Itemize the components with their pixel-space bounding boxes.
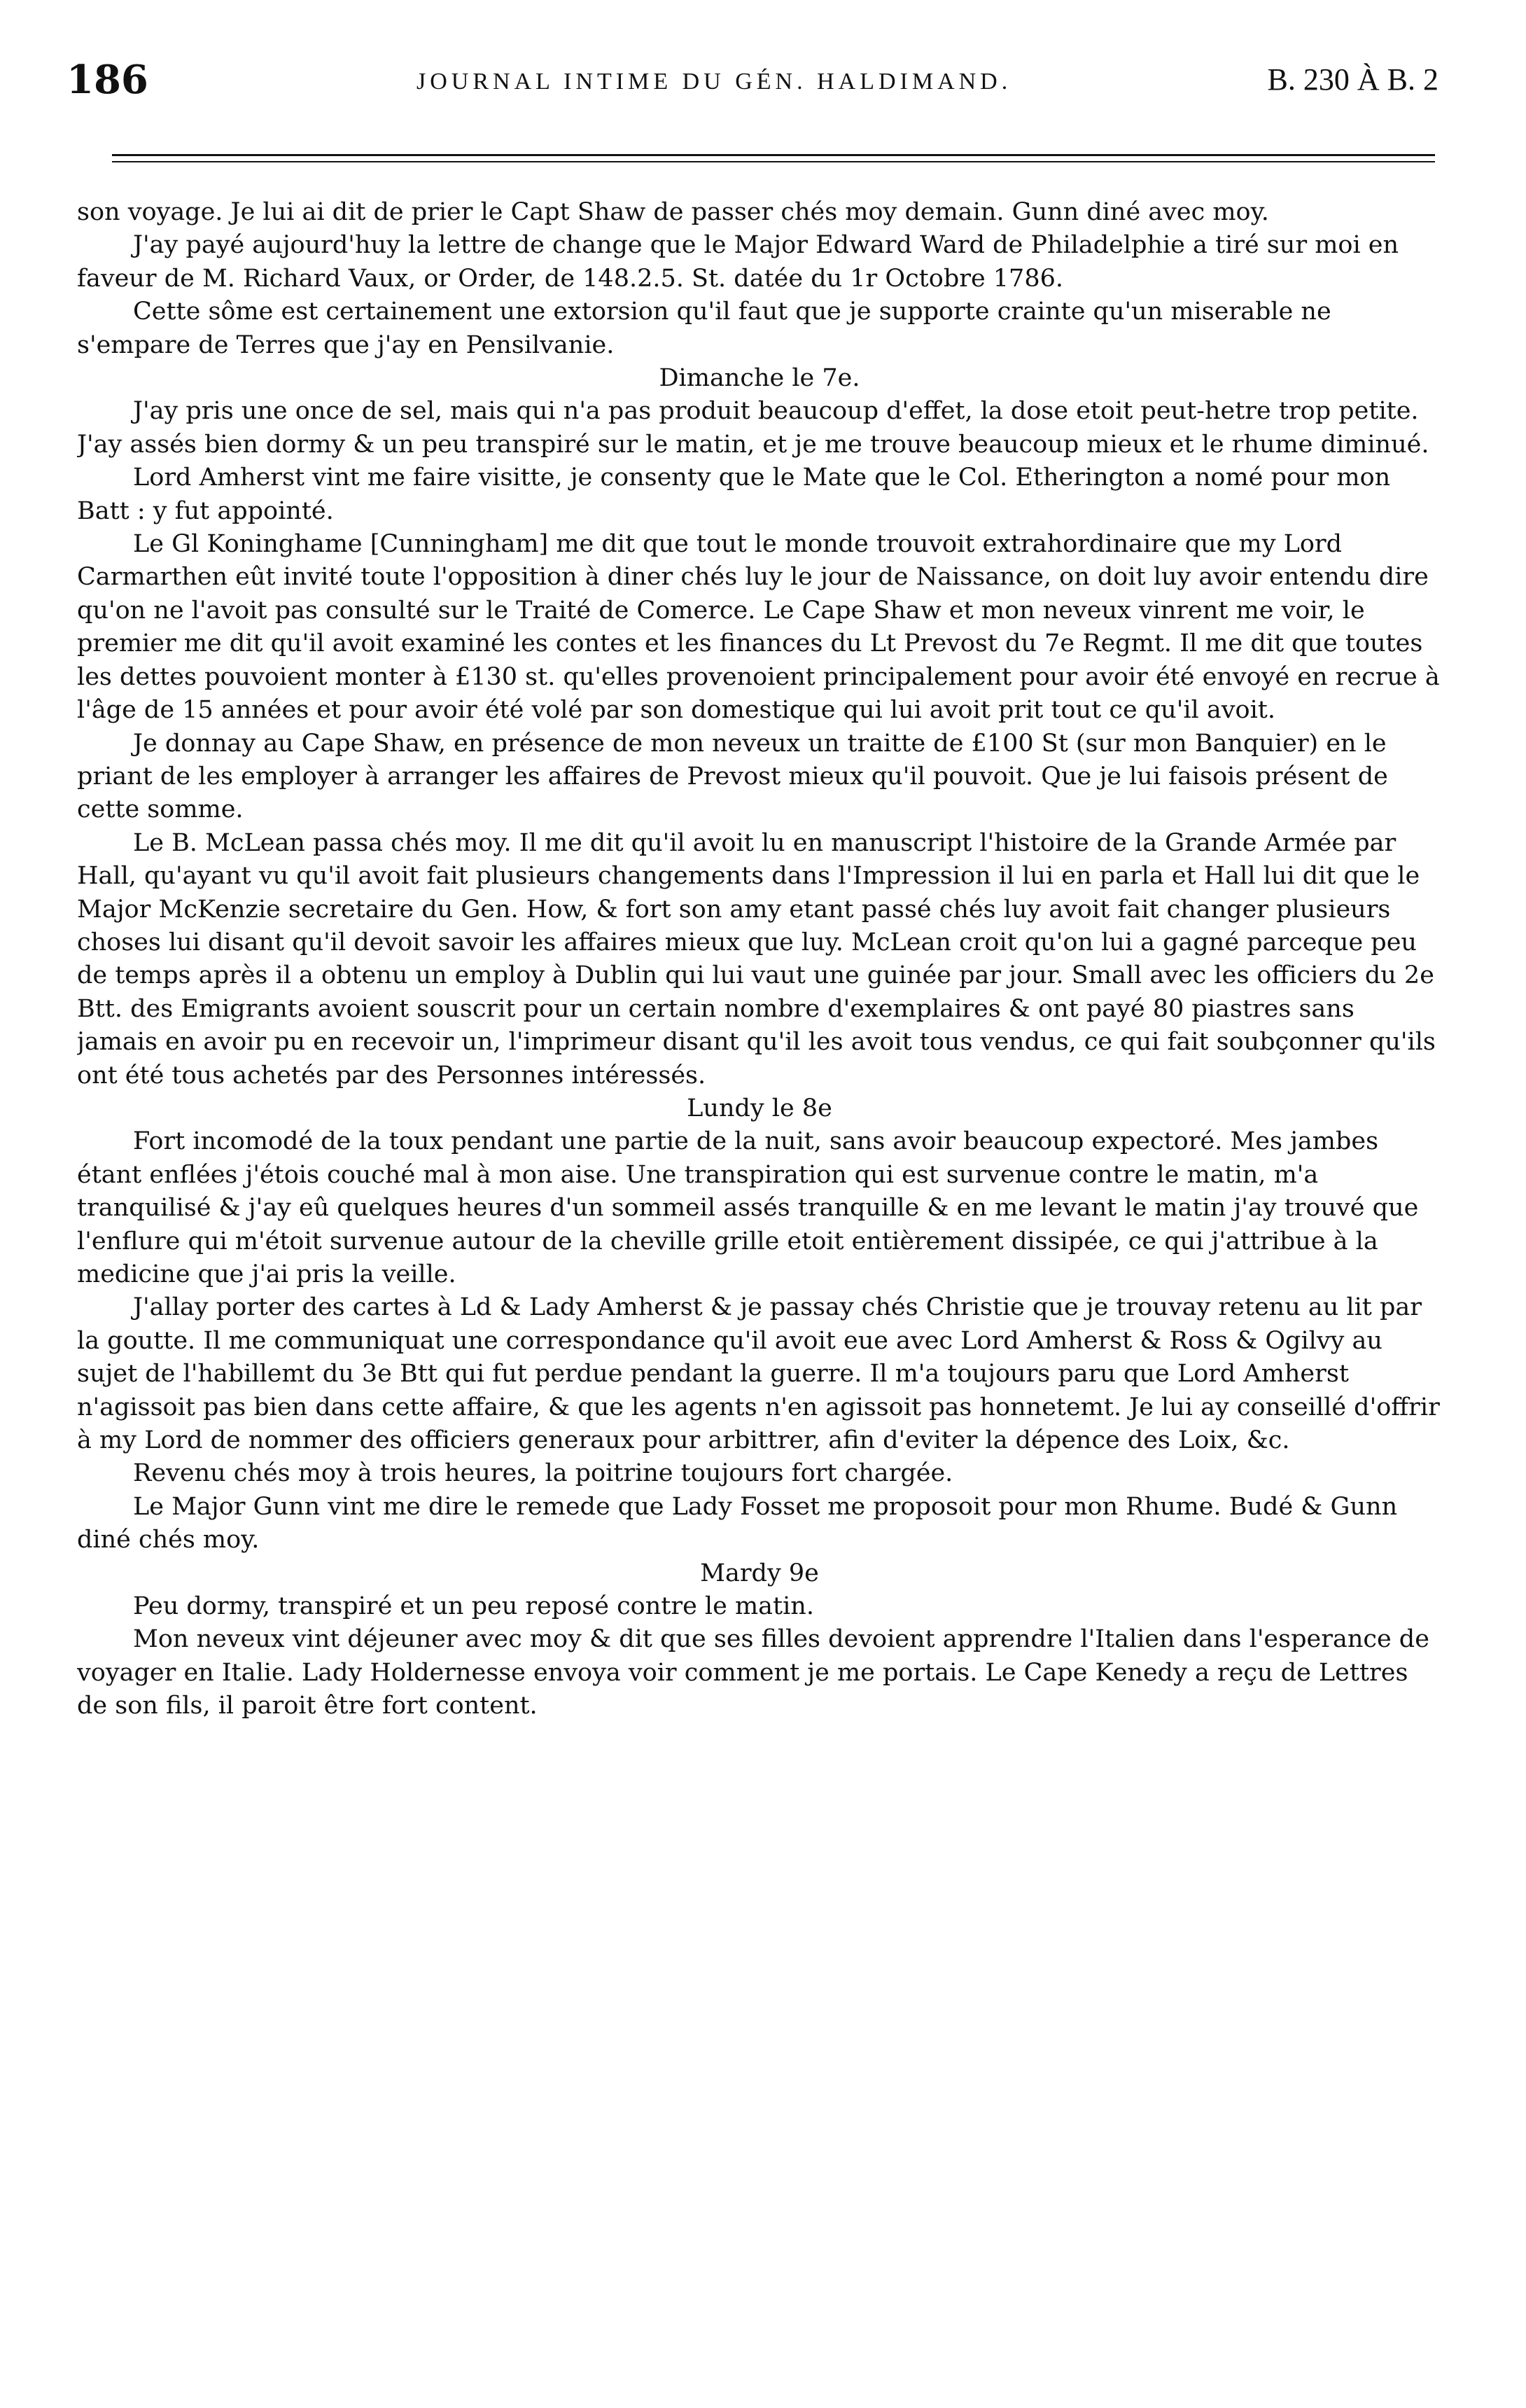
paragraph-lord-amherst-visitte: Lord Amherst vint me faire visitte, je consenty que le Mate que le Col. Etherington a nomé pour mon Batt : y fut appointé. [77, 464, 1391, 525]
paragraph-revenu: Revenu chés moy à trois heures, la poitrine toujours fort chargée. [133, 1459, 953, 1488]
paragraph-peu-dormy: Peu dormy, transpiré et un peu reposé contre le matin. [133, 1592, 814, 1621]
header-rule-bottom [112, 161, 1435, 162]
page-header [66, 55, 1438, 118]
entry-range: B. 230 À B. 2 [1267, 62, 1438, 97]
paragraph-cartes-amherst: J'allay porter des cartes à Ld & Lady Amherst & je passay chés Christie que je trouvay retenu au lit par la goutte. Il me communiquat une correspondance qu'il avoit eue avec Lord Amherst & Ross & Ogilvy au sujet de l'habillemt du 3e Btt qui fut perdue pendant la guerre. Il m'a toujours paru que Lord Amherst n'agissoit pas bien dans cette affaire, & que les agents n'en agissoit pas honnetemt. Je lui ay conseillé d'offrir à my Lord de nommer des officiers generaux pour arbittrer, afin d'eviter la dépence des Loix, &c. [77, 1293, 1440, 1455]
paragraph-traitte-shaw: Je donnay au Cape Shaw, en présence de mon neveux un traitte de £100 St (sur mon Banquier) en le priant de les employer à arranger les affaires de Prevost mieux qu'il pouvoit. Que je lui faisois présent de cette somme. [77, 729, 1388, 824]
paragraph-once-de-sel: J'ay pris une once de sel, mais qui n'a pas produit beaucoup d'effet, la dose etoit peut-hetre trop petite. J'ay assés bien dormy & un peu transpiré sur le matin, et je me trouve beaucoup mieux et le rhume diminué. [77, 397, 1429, 459]
paragraph-toux: Fort incomodé de la toux pendant une partie de la nuit, sans avoir beaucoup expectoré. Mes jambes étant enflées j'étois couché mal à mon aise. Une transpiration qui est survenue contre le matin, m'a tranquilisé & j'ay eû quelques heures d'un sommeil assés tranquille & en me levant le matin j'ay trouvé que l'enflure qui m'étoit survenue autour de la cheville grille etoit entièrement dissipée, ce qui j'attribue à la medicine que j'ai pris la veille. [77, 1127, 1419, 1288]
header-rule-top [112, 154, 1435, 156]
paragraph-extorsion: Cette sôme est certainement une extorsion qu'il faut que je supporte crainte qu'un miserable ne s'empare de Terres que j'ay en Pensilvanie. [77, 298, 1331, 359]
paragraph-son-voyage: son voyage. Je lui ai dit de prier le Capt Shaw de passer chés moy demain. Gunn diné avec moy. [77, 198, 1269, 226]
paragraph-mclean: Le B. McLean passa chés moy. Il me dit qu'il avoit lu en manuscript l'histoire de la Grande Armée par Hall, qu'ayant vu qu'il avoit fait plusieurs changements dans l'Impression il lui en parla et Hall lui dit que le Major McKenzie secretaire du Gen. How, & fort son amy etant passé chés luy avoit fait changer plusieurs choses lui disant qu'il devoit savoir les affaires mieux que luy. McLean croit qu'on lui a gagné parceque peu de temps après il a obtenu un employ à Dublin qui lui vaut une guinée par jour. Small avec les officiers du 2e Btt. des Emigrants avoient souscrit pour un certain nombre d'exemplaires & ont payé 80 piastres sans jamais en avoir pu en recevoir un, l'imprimeur disant qu'il les avoit tous vendus, ce qui fait soubçonner qu'ils ont été tous achetés par des Personnes intéressés. [77, 828, 1436, 1090]
page-number: 186 [66, 57, 148, 103]
paragraph-lettre-de-change: J'ay payé aujourd'huy la lettre de change que le Major Edward Ward de Philadelphie a tiré sur moi en faveur de M. Richard Vaux, or Order, de 148.2.5. St. datée du 1r Octobre 1786. [77, 231, 1399, 293]
paragraph-neveux-dejeuner: Mon neveux vint déjeuner avec moy & dit que ses filles devoient apprendre l'Italien dans l'esperance de voyager en Italie. Lady Holdernesse envoya voir comment je me portais. Le Cape Kenedy a reçu de Lettres de son fils, il paroit être fort content. [77, 1625, 1429, 1720]
day-heading-dimanche: Dimanche le 7e. [659, 364, 860, 393]
day-heading-mardy: Mardy 9e [700, 1559, 819, 1587]
paragraph-koninghame: Le Gl Koninghame [Cunningham] me dit que tout le monde trouvoit extrahordinaire que my Lord Carmarthen eût invité toute l'opposition à diner chés luy le jour de Naissance, on doit luy avoir entendu dire qu'on ne l'avoit pas consulté sur le Traité de Comerce. Le Cape Shaw et mon neveux vinrent me voir, le premier me dit qu'il avoit examiné les contes et les finances du Lt Prevost du 7e Regmt. Il me dit que toutes les dettes pouvoient monter à £130 st. qu'elles provenoient principalement pour avoir été envoyé en recrue à l'âge de 15 années et pour avoir été volé par son domestique qui lui avoit prit tout ce qu'il avoit. [77, 530, 1440, 725]
running-title: JOURNAL INTIME DU GÉN. HALDIMAND. [416, 69, 1012, 95]
journal-text [77, 196, 1442, 2360]
day-heading-lundy: Lundy le 8e [687, 1094, 832, 1122]
paragraph-major-gunn: Le Major Gunn vint me dire le remede que Lady Fosset me proposoit pour mon Rhume. Budé & Gunn diné chés moy. [77, 1492, 1398, 1554]
